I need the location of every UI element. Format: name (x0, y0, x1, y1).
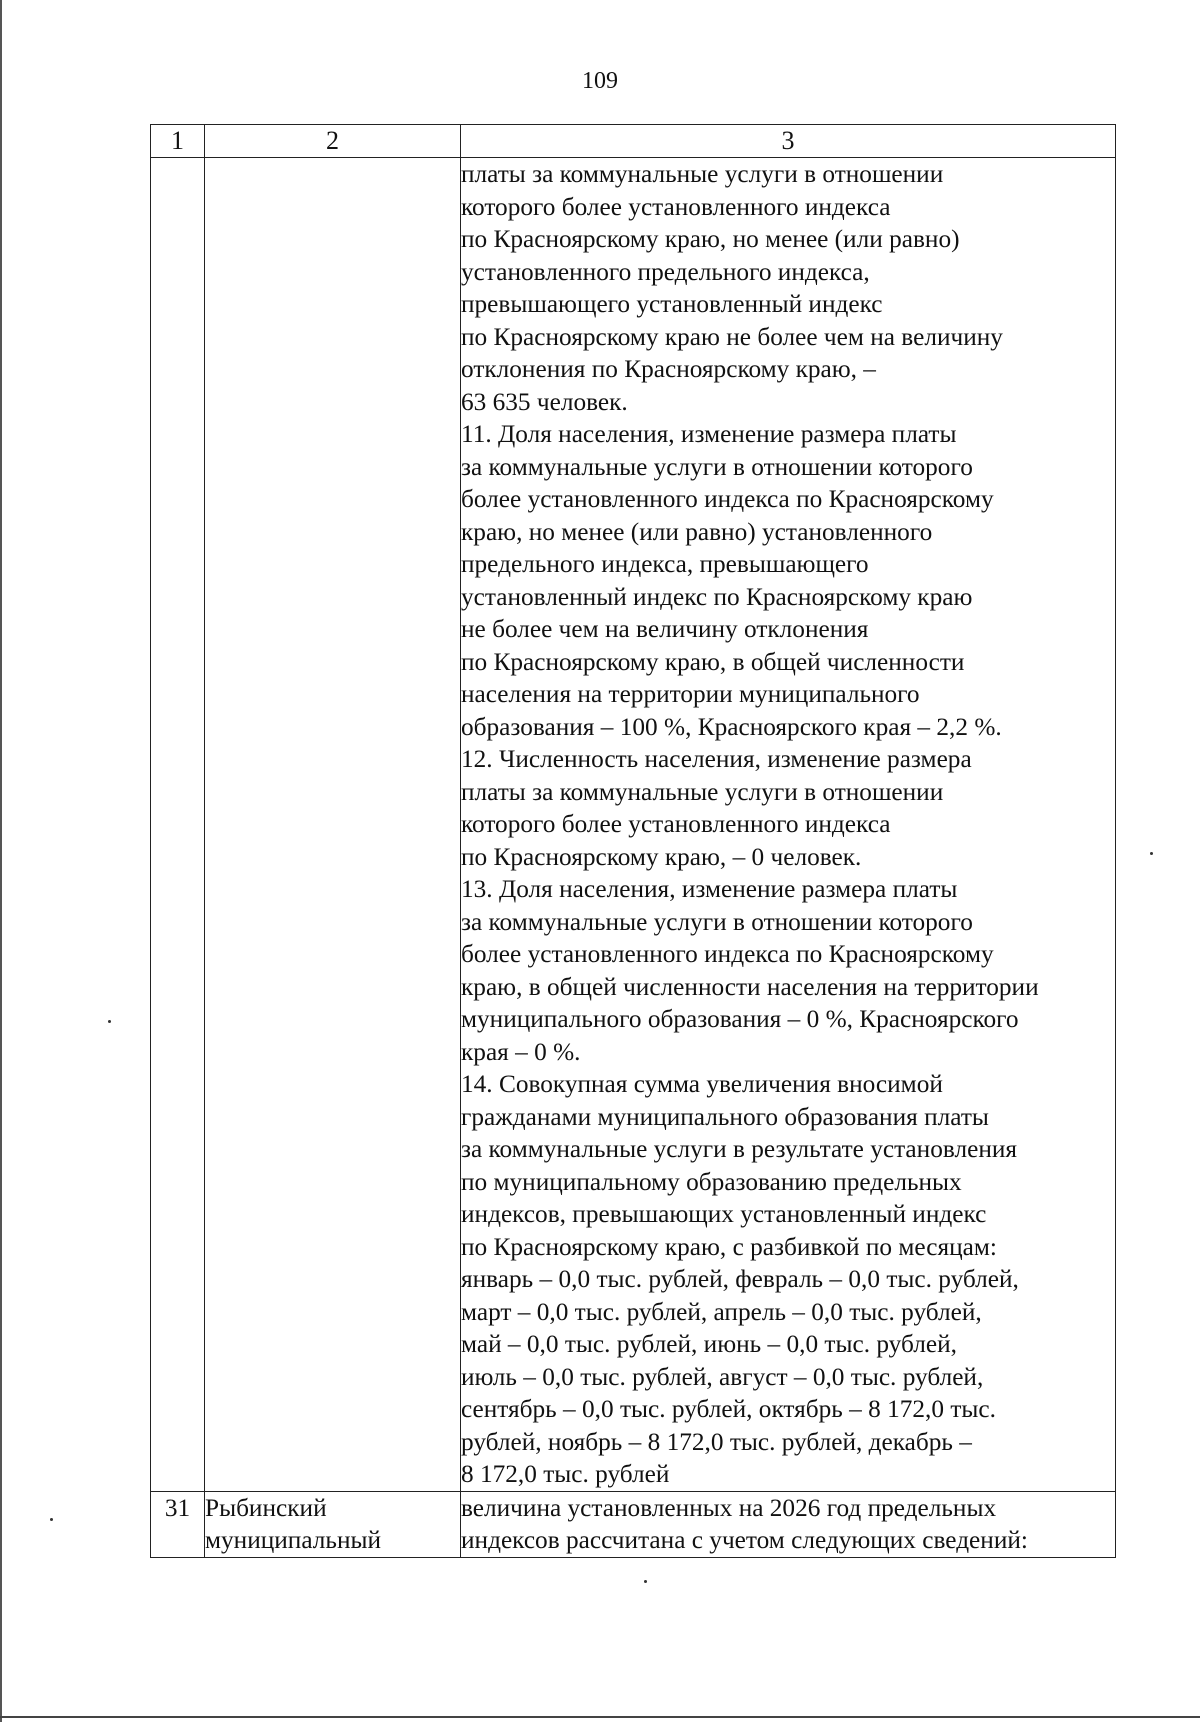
municipality-cell (205, 158, 461, 1492)
text-line: по Красноярскому краю, в общей численности (461, 647, 965, 676)
municipality-cell (205, 1491, 461, 1557)
text-line: март – 0,0 тыс. рублей, апрель – 0,0 тыс. рублей, (461, 1297, 982, 1326)
page-edge (0, 0, 2, 1722)
table-row (151, 1491, 1116, 1557)
scan-speck (1150, 852, 1153, 855)
column-header-1: 1 (151, 125, 205, 158)
row-number-cell: 31 (151, 1491, 205, 1557)
text-line: по Красноярскому краю, с разбивкой по месяцам: (461, 1232, 997, 1261)
scan-speck (108, 1020, 111, 1023)
text-line: более установленного индекса по Красноярскому (461, 485, 994, 513)
row-number-cell (151, 158, 205, 1492)
text-line: июль – 0,0 тыс. рублей, август – 0,0 тыс. рублей, (461, 1362, 984, 1391)
text-line: края – 0 %. (461, 1037, 581, 1066)
municipality-name-line: Рыбинский (205, 1493, 327, 1522)
page-edge (0, 1716, 1200, 1718)
text-line: гражданами муниципального образования платы (461, 1102, 989, 1131)
text-line: установленный индекс по Красноярскому краю (461, 582, 973, 611)
text-line: краю, в общей численности населения на территории (461, 972, 1039, 1001)
text-line: за коммунальные услуги в отношении которого (461, 907, 973, 936)
column-header-2: 2 (205, 125, 461, 158)
text-line: 11. Доля населения, изменение размера платы (461, 420, 957, 448)
text-line: 12. Численность населения, изменение размера (461, 745, 972, 773)
text-line: которого более установленного индекса (461, 810, 891, 838)
text-line: предельного индекса, превышающего (461, 550, 869, 578)
text-line: установленного предельного индекса, (461, 257, 870, 286)
text-line: образования – 100 %, Красноярского края – 2,2 %. (461, 712, 1002, 741)
municipality-name-line: муниципальный (205, 1526, 382, 1554)
text-line: 13. Доля населения, изменение размера платы (461, 875, 958, 903)
text-line: по Красноярскому краю, – 0 человек. (461, 842, 862, 871)
text-line: по муниципальному образованию предельных (461, 1167, 962, 1196)
text-line: краю, но менее (или равно) установленного (461, 517, 933, 546)
text-line: которого более установленного индекса (461, 192, 891, 221)
text-line: рублей, ноябрь – 8 172,0 тыс. рублей, декабрь – (461, 1427, 972, 1456)
scan-speck (50, 1518, 53, 1521)
text-line: 8 172,0 тыс. рублей (461, 1460, 670, 1488)
text-line: по Красноярскому краю не более чем на величину (461, 322, 1003, 351)
text-line: индексов рассчитана с учетом следующих сведений: (461, 1526, 1028, 1554)
text-line: не более чем на величину отклонения (461, 615, 869, 643)
text-line: платы за коммунальные услуги в отношении (461, 777, 944, 806)
table-header-row (151, 125, 1116, 158)
text-line: платы за коммунальные услуги в отношении (461, 160, 944, 188)
text-line: 14. Совокупная сумма увеличения вносимой (461, 1070, 943, 1098)
text-line: величина установленных на 2026 год предельных (461, 1493, 997, 1522)
scan-speck (644, 1580, 647, 1583)
text-line: по Красноярскому краю, но менее (или равно) (461, 225, 960, 253)
text-line: индексов, превышающих установленный индекс (461, 1200, 987, 1228)
text-line: отклонения по Красноярскому краю, – (461, 355, 876, 383)
text-line: май – 0,0 тыс. рублей, июнь – 0,0 тыс. рублей, (461, 1330, 957, 1358)
description-cell (461, 158, 1116, 1492)
text-line: муниципального образования – 0 %, Красноярского (461, 1005, 1019, 1033)
column-header-3: 3 (461, 125, 1116, 158)
page-number: 109 (582, 68, 618, 94)
text-line: январь – 0,0 тыс. рублей, февраль – 0,0 тыс. рублей, (461, 1265, 1019, 1293)
text-line: населения на территории муниципального (461, 680, 920, 708)
text-line: сентябрь – 0,0 тыс. рублей, октябрь – 8 172,0 тыс. (461, 1395, 996, 1423)
data-table (150, 124, 1116, 1558)
text-line: более установленного индекса по Красноярскому (461, 940, 994, 968)
text-line: 63 635 человек. (461, 387, 628, 416)
text-line: превышающего установленный индекс (461, 290, 883, 318)
text-line: за коммунальные услуги в результате установления (461, 1135, 1018, 1163)
description-cell (461, 1491, 1116, 1557)
table-row (151, 158, 1116, 1492)
text-line: за коммунальные услуги в отношении которого (461, 452, 973, 481)
